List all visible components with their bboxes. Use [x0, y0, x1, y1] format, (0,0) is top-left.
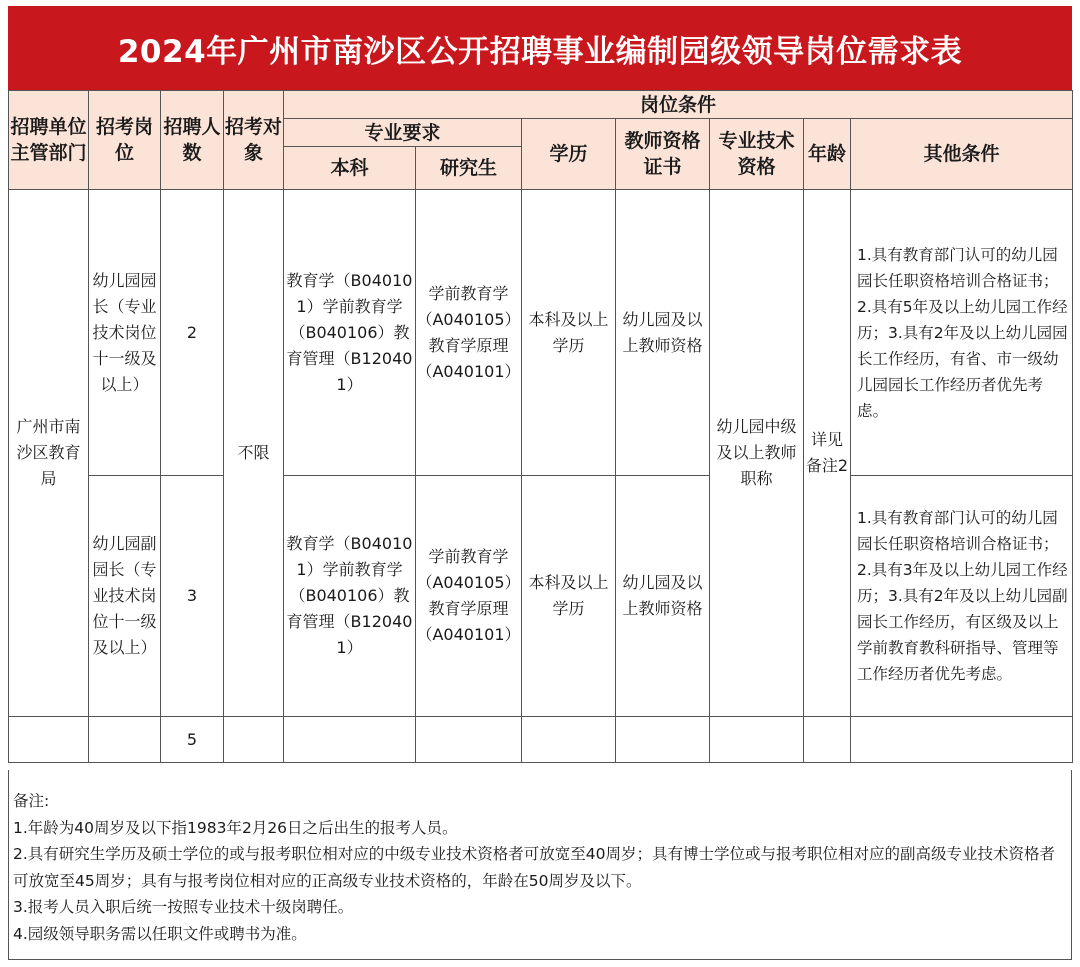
header-cert: 教师资格证书: [616, 119, 710, 190]
cell-graduate: 学前教育学（A040105）教育学原理（A040101）: [416, 190, 522, 476]
cell-empty: [522, 717, 616, 763]
recruitment-table-wrap: [8, 90, 1072, 763]
header-education: 学历: [522, 119, 616, 190]
recruitment-table: [8, 90, 1073, 763]
cell-post: 幼儿园园长（专业技术岗位十一级及以上）: [89, 190, 161, 476]
header-age: 年龄: [804, 119, 851, 190]
cell-bachelor: 教育学（B040101）学前教育学（B040106）教育管理（B120401）: [284, 476, 416, 717]
cell-dept: 广州市南沙区教育局: [9, 190, 89, 717]
cell-cert: 幼儿园及以上教师资格: [616, 476, 710, 717]
notes-section: [8, 770, 1072, 960]
cell-other: 1.具有教育部门认可的幼儿园园长任职资格培训合格证书；2.具有5年及以上幼儿园工作经历；3.具有2年及以上幼儿园园长工作经历，有省、市一级幼儿园园长工作经历者优先考虑。: [851, 190, 1073, 476]
cell-empty: [851, 717, 1073, 763]
header-major: 专业要求: [284, 119, 522, 147]
note-item: 2.具有研究生学历及硕士学位的或与报考职位相对应的中级专业技术资格者可放宽至40周岁；具有博士学位或与报考职位相对应的副高级专业技术资格者可放宽至45周岁；具有与报考岗位相对应的正高级专业技术资格的，年龄在50周岁及以下。: [13, 845, 1056, 890]
header-target: 招考对象: [224, 91, 284, 190]
table-row: [9, 476, 1073, 717]
header-other: 其他条件: [851, 119, 1073, 190]
page-title: 2024年广州市南沙区公开招聘事业编制园级领导岗位需求表: [8, 6, 1072, 90]
cell-count: 3: [161, 476, 224, 717]
note-item: 3.报考人员入职后统一按照专业技术十级岗聘任。: [13, 898, 354, 916]
cell-cert: 幼儿园及以上教师资格: [616, 190, 710, 476]
notes-heading: 备注:: [13, 792, 50, 810]
cell-other: 1.具有教育部门认可的幼儿园园长任职资格培训合格证书；2.具有3年及以上幼儿园工作经历；3.具有2年及以上幼儿园副园长工作经历，有区级及以上学前教育教科研指导、管理等工作经历者优先考虑。: [851, 476, 1073, 717]
cell-age: 详见备注2: [804, 190, 851, 717]
cell-count: 2: [161, 190, 224, 476]
header-conditions: 岗位条件: [284, 91, 1073, 119]
header-dept: 招聘单位主管部门: [9, 91, 89, 190]
cell-empty: [284, 717, 416, 763]
cell-bachelor: 教育学（B040101）学前教育学（B040106）教育管理（B120401）: [284, 190, 416, 476]
note-item: 1.年龄为40周岁及以下指1983年2月26日之后出生的报考人员。: [13, 818, 458, 837]
header-tech: 专业技术资格: [710, 119, 804, 190]
header-bachelor: 本科: [284, 147, 416, 190]
note-item: 4.园级领导职务需以任职文件或聘书为准。: [13, 924, 307, 943]
cell-empty: [224, 717, 284, 763]
cell-education: 本科及以上学历: [522, 476, 616, 717]
cell-empty: [9, 717, 89, 763]
table-row-total: [9, 717, 1073, 763]
cell-empty: [616, 717, 710, 763]
cell-empty: [89, 717, 161, 763]
cell-empty: [804, 717, 851, 763]
cell-tech: 幼儿园中级及以上教师职称: [710, 190, 804, 717]
header-count: 招聘人数: [161, 91, 224, 190]
cell-post: 幼儿园副园长（专业技术岗位十一级及以上）: [89, 476, 161, 717]
header-post: 招考岗位: [89, 91, 161, 190]
cell-target: 不限: [224, 190, 284, 717]
header-graduate: 研究生: [416, 147, 522, 190]
cell-graduate: 学前教育学（A040105）教育学原理（A040101）: [416, 476, 522, 717]
cell-education: 本科及以上学历: [522, 190, 616, 476]
table-row: [9, 190, 1073, 476]
cell-total: 5: [161, 717, 224, 763]
cell-empty: [710, 717, 804, 763]
cell-empty: [416, 717, 522, 763]
